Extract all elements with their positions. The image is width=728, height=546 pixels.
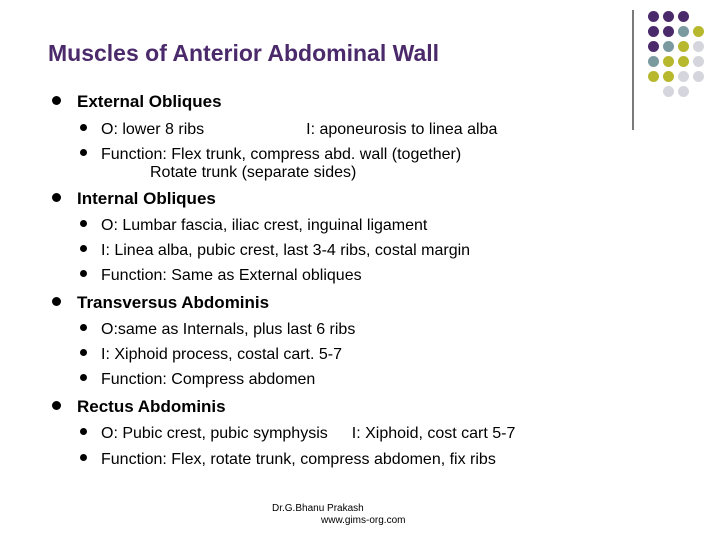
rectus-insertion-text: I: Xiphoid, cost cart 5-7 (351, 425, 516, 442)
decorative-dot (678, 11, 689, 22)
decorative-dot (678, 71, 689, 82)
bullet-internal-function: Function: Same as External obliques (80, 267, 362, 285)
bullet-rectus-origin-insertion (80, 425, 515, 443)
footer-author: Dr.G.Bhanu Prakash (272, 503, 364, 514)
decorative-dot (678, 41, 689, 52)
decorative-dot (648, 56, 659, 67)
external-insertion-text: I: aponeurosis to linea alba (306, 121, 498, 138)
external-function-continuation: Rotate trunk (separate sides) (150, 164, 357, 181)
decorative-dot (648, 86, 659, 97)
bullet-icon (80, 124, 87, 131)
decorative-dot (663, 71, 674, 82)
decorative-dot (663, 56, 674, 67)
decorative-dot (678, 26, 689, 37)
decorative-dot (693, 11, 704, 22)
bullet-external-origin-insertion (80, 121, 497, 139)
bullet-icon (80, 324, 87, 331)
bullet-transversus-function: Function: Compress abdomen (80, 371, 315, 389)
bullet-icon (80, 270, 87, 277)
decorative-dot (693, 41, 704, 52)
bullet-transversus-origin: O:same as Internals, plus last 6 ribs (80, 321, 355, 339)
bullet-icon (80, 428, 87, 435)
rectus-origin-text: O: Pubic crest, pubic symphysis (101, 425, 328, 442)
external-origin-text: O: lower 8 ribs (101, 121, 205, 138)
bullet-icon (80, 454, 87, 461)
decorative-dot (648, 41, 659, 52)
bullet-icon (80, 149, 87, 156)
decorative-dot (693, 86, 704, 97)
decorative-dot (648, 11, 659, 22)
decorative-dot (693, 26, 704, 37)
decorative-dot (678, 86, 689, 97)
bullet-external-function: Function: Flex trunk, compress abd. wall (together) (80, 146, 461, 164)
footer-url: www.gims-org.com (321, 515, 406, 526)
slide-title: Muscles of Anterior Abdominal Wall (48, 40, 440, 66)
bullet-icon (80, 349, 87, 356)
bullet-icon (52, 297, 61, 306)
decorative-dot (693, 56, 704, 67)
decorative-dot-grid (648, 11, 704, 97)
decorative-dot (648, 71, 659, 82)
decorative-dot (648, 26, 659, 37)
bullet-icon (52, 96, 61, 105)
heading-external-obliques: External Obliques (50, 92, 222, 112)
bullet-icon (80, 374, 87, 381)
bullet-icon (80, 245, 87, 252)
decorative-dot (693, 71, 704, 82)
heading-transversus-abdominis: Transversus Abdominis (50, 293, 269, 313)
decorative-dot (663, 11, 674, 22)
bullet-icon (52, 401, 61, 410)
decorative-dot (678, 56, 689, 67)
decorative-dot (663, 41, 674, 52)
bullet-icon (52, 193, 61, 202)
bullet-internal-origin: O: Lumbar fascia, iliac crest, inguinal ligament (80, 217, 427, 235)
decorative-dot (663, 26, 674, 37)
bullet-internal-insertion: I: Linea alba, pubic crest, last 3-4 ribs, costal margin (80, 242, 470, 260)
bullet-icon (80, 220, 87, 227)
heading-internal-obliques: Internal Obliques (50, 189, 216, 209)
bullet-rectus-function: Function: Flex, rotate trunk, compress abdomen, fix ribs (80, 451, 496, 469)
decorative-dot (663, 86, 674, 97)
bullet-transversus-insertion: I: Xiphoid process, costal cart. 5-7 (80, 346, 342, 364)
heading-rectus-abdominis: Rectus Abdominis (50, 397, 226, 417)
decorative-divider-line (632, 10, 634, 130)
